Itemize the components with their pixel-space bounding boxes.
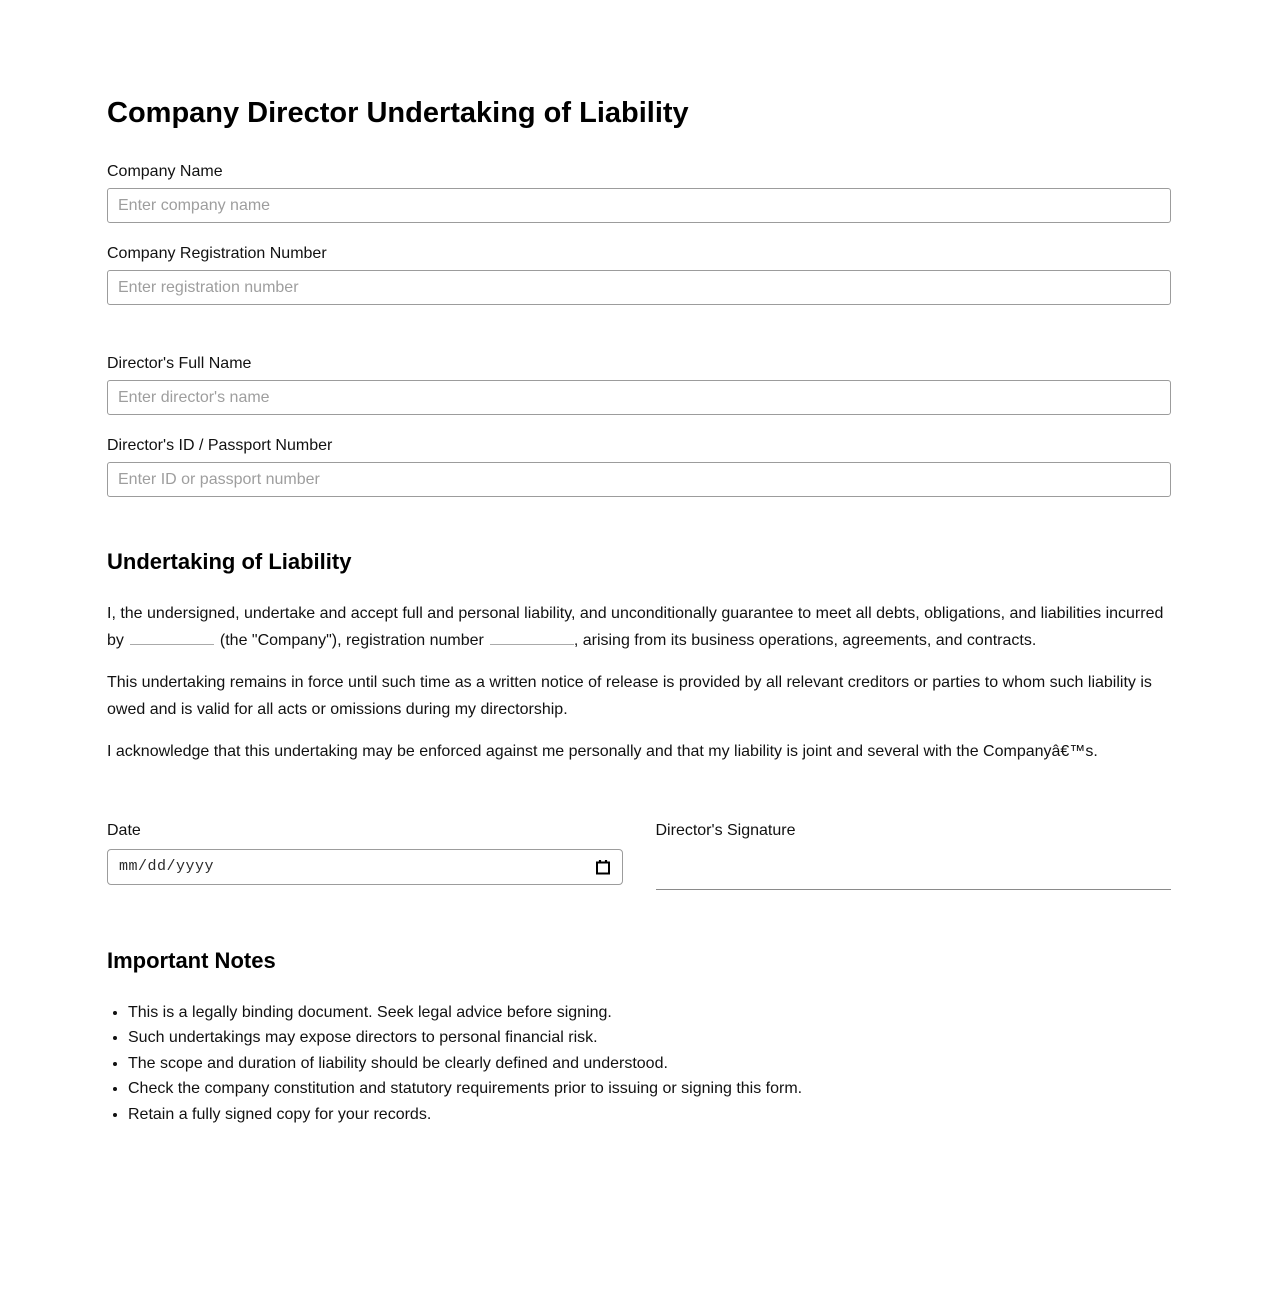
registration-number-input[interactable]: [107, 270, 1171, 305]
company-name-blank: [130, 630, 214, 645]
list-item: • Such undertakings may expose directors to personal financial risk.: [128, 1025, 1171, 1051]
director-id-field: [107, 437, 1171, 497]
registration-number-label: Company Registration Number: [107, 245, 327, 262]
company-name-field: [107, 163, 1171, 223]
registration-number-blank: [490, 630, 574, 645]
paragraph-text: (the "Company"), registration number: [219, 631, 484, 649]
date-placeholder-value: mm/dd/yyyy: [119, 858, 215, 875]
page-title: Company Director Undertaking of Liability: [107, 97, 689, 129]
director-name-label: Director's Full Name: [107, 355, 252, 372]
director-name-field: [107, 355, 1171, 415]
notes-list: [107, 1000, 1171, 1128]
list-item: • Check the company constitution and statutory requirements prior to issuing or signing this form.: [128, 1076, 1171, 1102]
paragraph-text: I, the undersigned, undertake and accept full and personal liability, and unconditionally guarantee to meet all debts, obligations, and liabilities incurred by: [107, 605, 1164, 649]
section-spacer: [107, 327, 1171, 355]
date-signature-row: [107, 822, 1171, 890]
notes-heading: Important Notes: [107, 947, 276, 973]
registration-number-field: [107, 245, 1171, 305]
company-name-label: Company Name: [107, 163, 223, 180]
undertaking-paragraph-1: [107, 601, 1171, 654]
list-item: • Retain a fully signed copy for your records.: [128, 1102, 1171, 1128]
director-name-input[interactable]: [107, 380, 1171, 415]
signature-line: [656, 849, 1172, 890]
date-input[interactable]: [107, 849, 623, 885]
director-id-label: Director's ID / Passport Number: [107, 437, 333, 454]
list-item: • The scope and duration of liability should be clearly defined and understood.: [128, 1051, 1171, 1077]
company-name-input[interactable]: [107, 188, 1171, 223]
undertaking-section: [107, 549, 1171, 766]
paragraph-text: , arising from its business operations, agreements, and contracts.: [573, 631, 1037, 649]
list-item: • This is a legally binding document. Seek legal advice before signing.: [128, 1000, 1171, 1026]
undertaking-heading: Undertaking of Liability: [107, 549, 352, 574]
signature-column: [656, 822, 1172, 890]
director-id-input[interactable]: [107, 462, 1171, 497]
calendar-icon[interactable]: [595, 859, 611, 875]
undertaking-paragraph-3: I acknowledge that this undertaking may be enforced against me personally and that my liability is joint and several with the Companyâ€™s.: [107, 743, 1098, 760]
form-page: [107, 0, 1171, 1307]
date-column: [107, 822, 623, 890]
signature-label: Director's Signature: [655, 821, 796, 839]
date-label: Date: [107, 821, 141, 839]
undertaking-paragraph-2: This undertaking remains in force until such time as a written notice of release is provided by all relevant creditors or parties to whom such liability is owed and is valid for all acts or omissions during my directorship.: [107, 674, 1152, 718]
